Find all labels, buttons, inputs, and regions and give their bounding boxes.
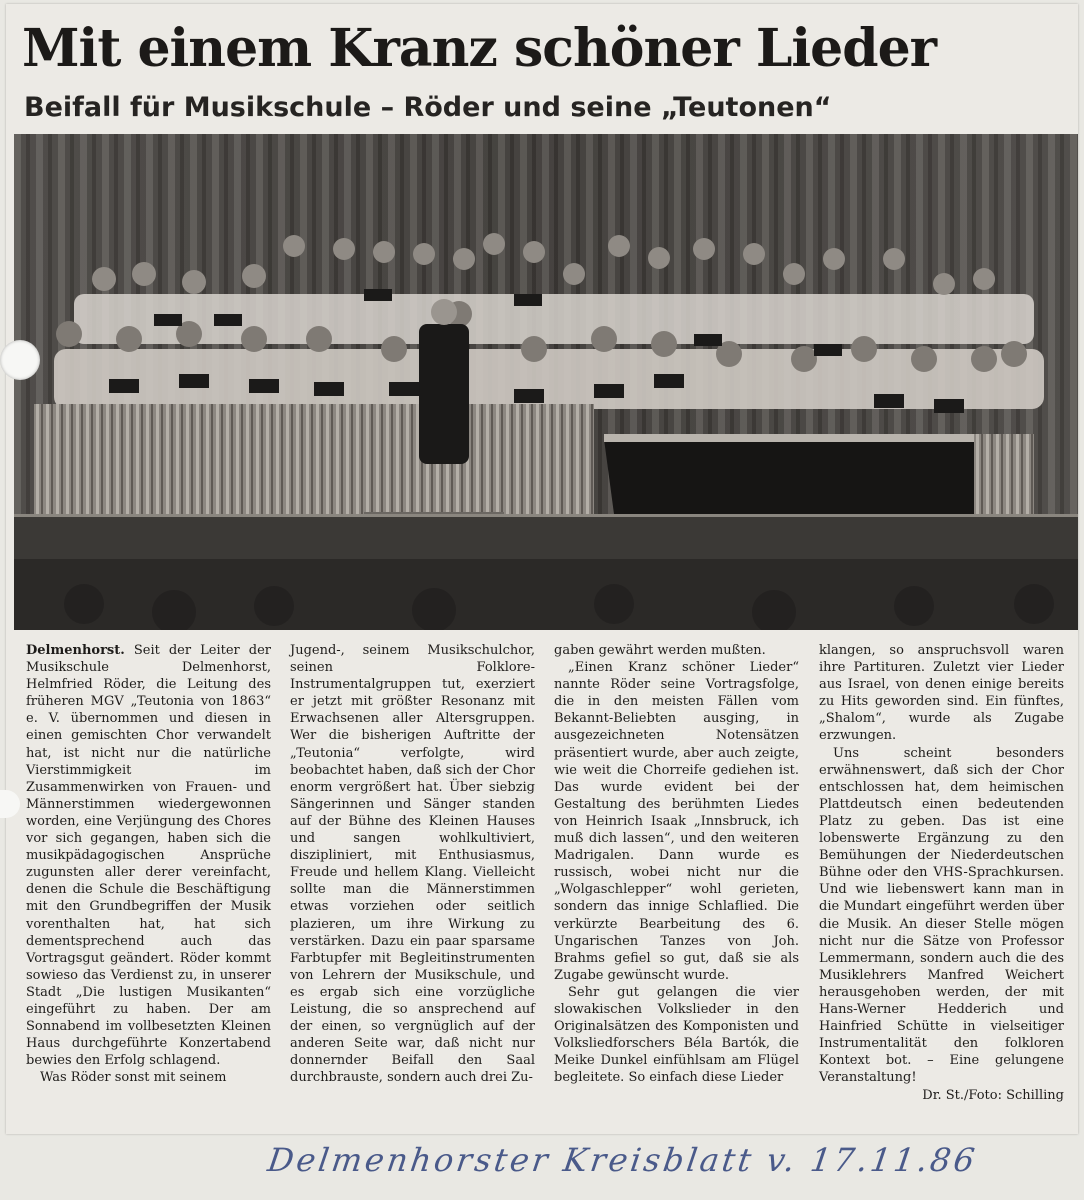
- article-paragraph: [26, 642, 271, 1069]
- choir-concert-photo: [14, 134, 1078, 630]
- article-paragraph: Uns scheint besonders erwähnenswert, daß sich der Chor entschlossen hat, dem heimischen Plattdeutsch einen bedeutenden Platz zu geben. Das ist eine lobenswerte Ergänzung zu den Bemühungen der Niederdeutschen Bühne oder den VHS-Sprachkursen. Und wie liebenswert kann man in die Mundart eingeführt werden über die Musik. An dieser Stelle mögen nicht nur die Sätze von Professor Lemmermann, sondern auch die des Musiklehrers Manfred Weichert herausgehoben werden, der mit Hans-Werner Hedderich und Hainfried Schütte in vielseitiger Instrumentalität den folkloren Kontext bot. – Eine gelungene Veranstaltung!: [819, 745, 1064, 1086]
- article-paragraph: gaben gewährt werden mußten.: [554, 643, 766, 658]
- newspaper-clipping: [6, 4, 1078, 1134]
- article-body: [26, 642, 1076, 1122]
- article-paragraph: klangen, so anspruchsvoll waren ihre Partituren. Zuletzt vier Lieder aus Israel, von denen einige bereits zu Hits geworden sind. Ein fünftes, „Shalom“, wurde als Zugabe erzwungen.: [819, 643, 1064, 744]
- article-paragraph: Sehr gut gelangen die vier slowakischen Volkslieder in den Originalsätzen des Komponisten und Volksliedforschers Béla Bartók, die Meike Dunkel einfühlsam am Flügel begleitete. So einfach diese Lieder: [554, 984, 799, 1086]
- article-column-4: [819, 642, 1064, 1105]
- article-column-2: [290, 642, 535, 1086]
- article-column-1: [26, 642, 271, 1086]
- article-paragraph: „Einen Kranz schöner Lieder“ nannte Röder seine Vortragsfolge, die in den meisten Fällen vom Bekannt-Beliebten ausging, in ausgezeichneten Notensätzen präsentiert wurde, aber auch zeigte, wie weit die Chorreife gediehen ist. Das wurde evident bei der Gestaltung des berühmten Liedes von Heinrich Isaak „Innsbruck, ich muß dich lassen“, und den weiteren Madrigalen. Dann wurde es russisch, wobei nicht nur die „Wolgaschlepper“ wohl gerieten, sondern das innige Schlaflied. Die verkürzte Bearbeitung des 6. Ungarischen Tanzes von Joh. Brahms gefiel so gut, daß sie als Zugabe gewünscht wurde.: [554, 660, 799, 983]
- article-column-3: [554, 642, 799, 1086]
- headline: Mit einem Kranz schöner Lieder: [22, 18, 937, 79]
- article-paragraph: Was Röder sonst mit seinem: [40, 1070, 227, 1086]
- article-paragraph: Jugend-, seinem Musikschulchor, seinen Folklore-Instrumentalgruppen tut, exerziert er jetzt mit größter Resonanz mit Erwachsenen aller Altersgruppen. Wer die bisherigen Auftritte der „Teutonia“ verfolgte, wird beobachtet haben, daß sich der Chor enorm vergrößert hat. Über siebzig Sängerinnen und Sänger standen auf der Bühne des Kleinen Hauses und sangen wohlkultiviert, diszipliniert, mit Enthusiasmus, Freude und hellem Klang. Vielleicht sollte man die Männerstimmen etwas vorziehen oder seitlich plazieren, um ihre Wirkung zu verstärken. Dazu ein paar sparsame Farbtupfer mit Begleitinstrumenten von Lehrern der Musikschule, und es ergab sich eine vorzügliche Leistung, die so ansprechend auf der einen, so vergnüglich auf der anderen Seite war, daß nicht nur donnernder Beifall den Saal durchbrauste, sondern auch drei Zu-: [290, 643, 535, 1086]
- dateline: Delmenhorst.: [26, 643, 125, 658]
- choir-photo-illustration: [14, 134, 1078, 630]
- subheadline: Beifall für Musikschule – Röder und seine „Teutonen“: [24, 92, 832, 123]
- handwritten-source-note: Delmenhorster Kreisblatt v. 17.11.86: [265, 1141, 980, 1179]
- photo-credit: Dr. St./Foto: Schilling: [922, 1088, 1064, 1104]
- paragraph-text: Seit der Leiter der Musikschule Delmenhorst, Helmfried Röder, die Leitung des früheren MGV „Teutonia von 1863“ e. V. übernommen und diesen in einen gemischten Chor verwandelt hat, ist nicht nur die natürliche Vierstimmigkeit im Zusammenwirken von Frauen- und Männerstimmen wiedergewonnen worden, eine Verjüngung des Chores vor sich gegangen, haben sich die musikpädagogischen Ansprüche zugunsten aller derer vereinfacht, denen die Schule die Beschäftigung mit den Grundbegriffen der Musik vorenthalten hat, hat sich dementsprechend auch das Vortragsgut geändert. Röder kommt sowieso das Verdienst zu, in unserer Stadt „Die lustigen Musikanten“ eingeführt zu haben. Der am Sonnabend im vollbesetzten Kleinen Haus durchgeführte Konzertabend bewies den Erfolg schlagend.: [26, 643, 272, 1069]
- punch-hole: [0, 340, 40, 380]
